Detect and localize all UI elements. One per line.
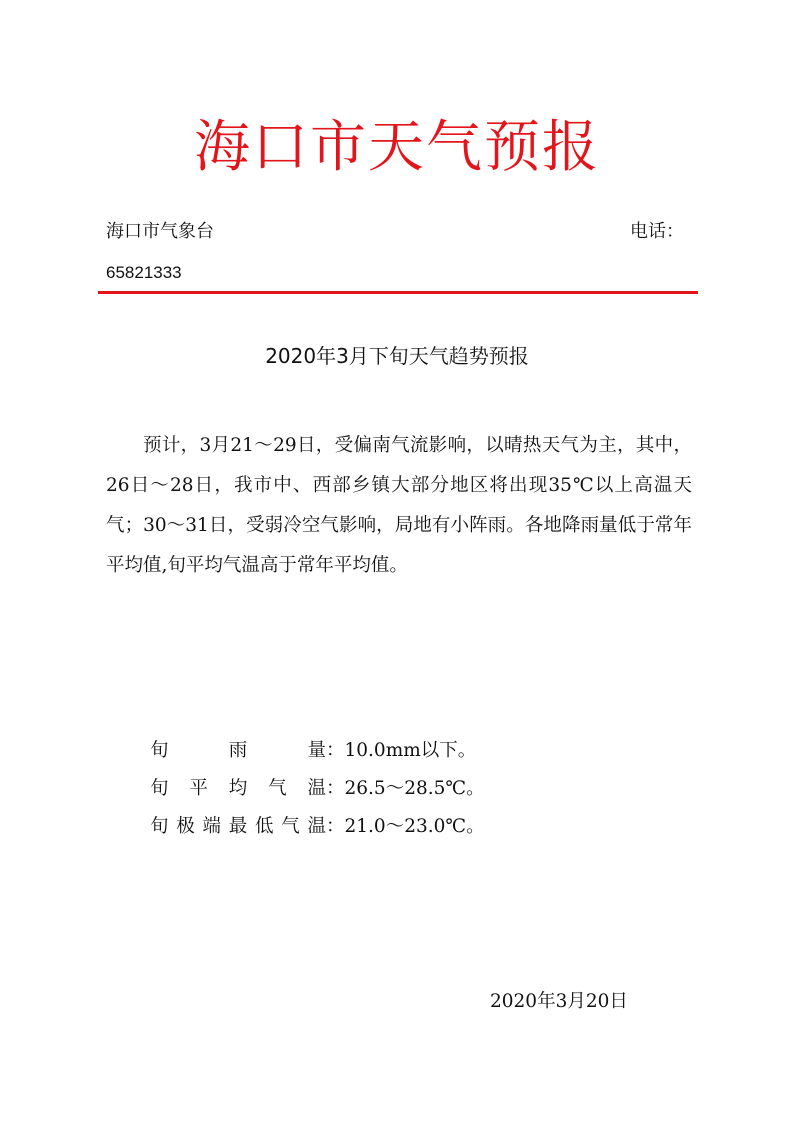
document-title: 2020年3月下旬天气趋势预报 [265, 344, 529, 368]
forecast-paragraph: 预计，3月21～29日，受偏南气流影响，以晴热天气为主，其中，26日～28日，我市中、西部乡镇大部分地区将出现35℃以上高温天气；30～31日，受弱冷空气影响，局地有小阵雨。各地降雨量低于常年平均值,旬平均气温高于常年平均值。 [106, 435, 692, 576]
stat-label-min-temp: 旬极端最低气温 [150, 816, 326, 837]
stat-row-min-temp [150, 812, 485, 850]
stat-value-min-temp: 21.0～23.0℃。 [344, 816, 485, 837]
stat-separator: ： [326, 778, 345, 799]
stat-value-average-temp: 26.5～28.5℃。 [344, 778, 485, 799]
stat-label-average-temp: 旬平均气温 [150, 778, 326, 799]
stat-row-rainfall [150, 736, 485, 774]
stat-separator: ： [326, 816, 345, 837]
phone-number: 65821333 [106, 263, 182, 282]
stat-value-rainfall: 10.0mm以下。 [344, 740, 477, 761]
stat-separator: ： [326, 740, 345, 761]
forecast-stats [150, 736, 485, 850]
stat-label-rainfall: 旬雨量 [150, 740, 326, 761]
phone-label: 电话： [630, 221, 684, 242]
masthead-title: 海口市天气预报 [194, 115, 600, 180]
stat-row-average-temp [150, 774, 485, 812]
issuer-name: 海口市气象台 [106, 221, 214, 242]
header-divider [98, 291, 698, 294]
issue-date: 2020年3月20日 [490, 991, 628, 1012]
